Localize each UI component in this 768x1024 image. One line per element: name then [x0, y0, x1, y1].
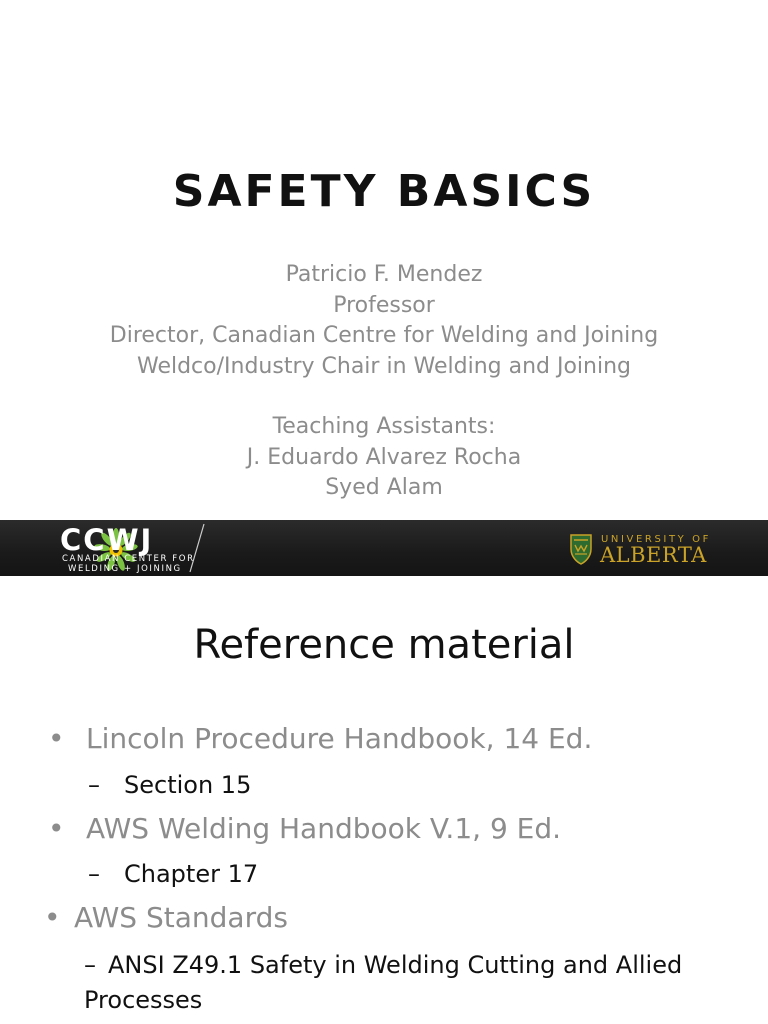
- ta-name-2: Syed Alam: [325, 475, 443, 500]
- ccwj-subtitle-1: CANADIAN CENTER FOR: [62, 554, 195, 564]
- credits-block: [0, 260, 768, 504]
- dash-marker: –: [88, 771, 100, 799]
- sub-item-text: Chapter 17: [124, 860, 259, 888]
- bullet-marker: •: [48, 722, 65, 755]
- reference-slide: [0, 576, 768, 1024]
- ccwj-wordmark: CCWJ: [60, 523, 154, 557]
- ualberta-shield-icon: [569, 533, 593, 565]
- spacer: [0, 382, 768, 412]
- list-item-text: AWS Welding Handbook V.1, 9 Ed.: [86, 812, 562, 845]
- sub-item: [88, 771, 251, 799]
- author-name: Patricio F. Mendez: [285, 262, 483, 287]
- ccwj-subtitle-2: WELDING + JOINING: [68, 564, 182, 574]
- slide-title: SAFETY BASICS: [172, 166, 596, 217]
- divider-slash-icon: [186, 522, 208, 574]
- sub-item-text: Section 15: [124, 771, 252, 799]
- author-chair: Weldco/Industry Chair in Welding and Joining: [136, 353, 631, 379]
- bullet-marker: •: [48, 812, 65, 845]
- sub-item: [88, 860, 258, 888]
- bullet-marker: •: [44, 901, 61, 934]
- ualberta-main-text: ALBERTA: [600, 543, 707, 567]
- ta-name-1: J. Eduardo Alvarez Rocha: [246, 444, 522, 470]
- ualberta-top-text: UNIVERSITY OF: [601, 534, 711, 545]
- list-item-text: Lincoln Procedure Handbook, 14 Ed.: [86, 722, 593, 755]
- author-role: Professor: [333, 292, 435, 318]
- list-item: [48, 722, 592, 755]
- sub-item: [84, 948, 724, 1018]
- dash-marker: –: [88, 860, 100, 888]
- dash-marker: –: [84, 951, 96, 979]
- list-item: [48, 812, 561, 845]
- author-director: Director, Canadian Centre for Welding and Joining: [109, 323, 659, 348]
- ta-heading: Teaching Assistants:: [272, 414, 496, 439]
- reference-title: Reference material: [193, 622, 575, 668]
- list-item-text: AWS Standards: [74, 901, 288, 934]
- sub-item-text: ANSI Z49.1 Safety in Welding Cutting and Allied Processes: [84, 951, 683, 1014]
- list-item: [44, 901, 288, 934]
